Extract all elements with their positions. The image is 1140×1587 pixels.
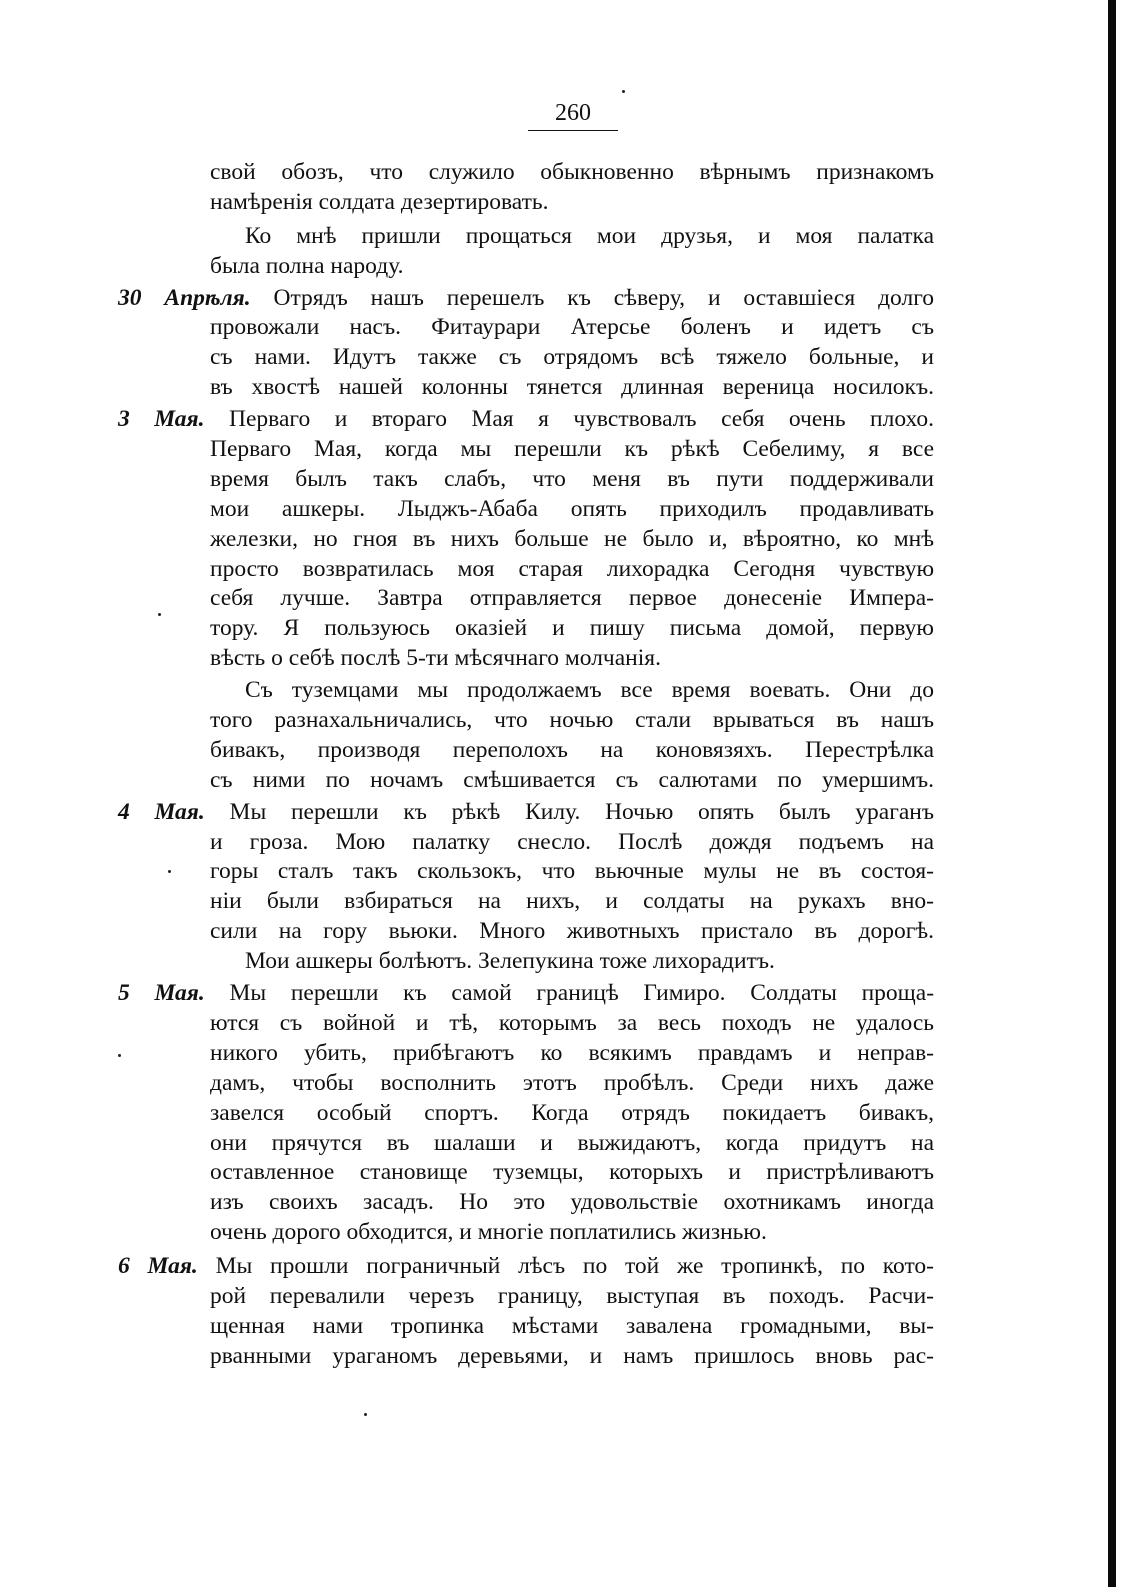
text-line: вѣсть о себѣ послѣ 5-ти мѣсячнаго молчанія. xyxy=(210,645,661,672)
text-line: того разнахальничались, что ночью стали врываться въ нашъ xyxy=(210,707,934,734)
scan-speck xyxy=(622,90,625,93)
text-line: съ ними по ночамъ смѣшивается съ салютами по умершимъ. xyxy=(210,766,934,793)
text-line: никого убить, прибѣгаютъ ко всякимъ правдамъ и неправ- xyxy=(210,1039,934,1066)
text-line: Съ туземцами мы продолжаемъ все время воевать. Они до xyxy=(245,677,934,704)
entry-date: 3 Мая. xyxy=(118,406,205,433)
entry-line: 30 Апрѣля. Отрядъ нашъ перешелъ къ сѣверу, и оставшіеся долго xyxy=(118,284,934,311)
text-line: себя лучше. Завтра отправляется первое донесеніе Импера- xyxy=(210,585,934,612)
text-line: просто возвратилась моя старая лихорадка Сегодня чувствую xyxy=(210,555,934,582)
text-line: изъ своихъ засадъ. Но это удовольствіе охотникамъ иногда xyxy=(210,1189,934,1216)
text-line: Мои ашкеры болѣютъ. Зелепукина тоже лихорадитъ. xyxy=(245,948,775,975)
text-line: железки, но гноя въ нихъ больше не было и, вѣроятно, ко мнѣ xyxy=(210,525,934,552)
text-line: рванными ураганомъ деревьями, и намъ пришлось вновь рас- xyxy=(210,1342,934,1369)
page-number: 260 xyxy=(555,100,591,126)
text-line: намѣренія солдата дезертировать. xyxy=(210,188,549,215)
text-line: въ хвостѣ нашей колонны тянется длинная вереница носилокъ. xyxy=(210,374,934,401)
text-line: Ко мнѣ пришли прощаться мои друзья, и моя палатка xyxy=(245,222,934,249)
text-line: рой перевалили черезъ границу, выступая въ походъ. Расчи- xyxy=(210,1282,934,1309)
entry-line: 5 Мая. Мы перешли къ самой границѣ Гимиро. Солдаты проща- xyxy=(118,980,935,1007)
text-line: они прячутся въ шалаши и выжидаютъ, когда придутъ на xyxy=(210,1129,934,1156)
text-line: завелся особый спортъ. Когда отрядъ покидаетъ бивакъ, xyxy=(210,1099,934,1126)
text-line: горы сталъ такъ скользокъ, что вьючные мулы не въ состоя- xyxy=(210,858,934,885)
text-line: очень дорого обходится, и многіе поплатились жизнью. xyxy=(210,1219,767,1246)
text-line: ніи были взбираться на нихъ, и солдаты на рукахъ вно- xyxy=(210,888,934,915)
text-line: ются съ войной и тѣ, которымъ за весь походъ не удалось xyxy=(210,1009,934,1036)
entry-date: 5 Мая. xyxy=(118,980,205,1007)
text-line: съ нами. Идутъ также съ отрядомъ всѣ тяжело больные, и xyxy=(210,344,934,371)
text-line: дамъ, чтобы восполнить этотъ пробѣлъ. Среди нихъ даже xyxy=(210,1069,934,1096)
entry-line: 3 Мая. Перваго и втораго Мая я чувствовалъ себя очень плохо. xyxy=(118,406,935,433)
page-number-underline xyxy=(528,130,618,131)
entry-line: 4 Мая. Мы перешли къ рѣкѣ Килу. Ночью опять былъ ураганъ xyxy=(118,798,934,825)
scan-speck xyxy=(364,1413,367,1416)
entry-line: 6 Мая. Мы прошли пограничный лѣсъ по той же тропинкѣ, по кото- xyxy=(118,1253,935,1280)
text-line: и гроза. Мою палатку снесло. Послѣ дождя подъемъ на xyxy=(210,828,934,855)
body-text xyxy=(0,158,1140,1372)
text-line: Перваго Мая, когда мы перешли къ рѣкѣ Себелиму, я все xyxy=(210,436,934,463)
entry-date: 6 Мая. xyxy=(118,1253,198,1280)
text-line: бивакъ, производя переполохъ на коновязяхъ. Перестрѣлка xyxy=(210,736,934,763)
text-line: время былъ такъ слабъ, что меня въ пути поддерживали xyxy=(210,465,934,492)
text-line: тору. Я пользуюсь оказіей и пишу письма домой, первую xyxy=(210,615,934,642)
text-line: сили на гору вьюки. Много животныхъ пристало въ дорогѣ. xyxy=(210,918,934,945)
text-line: оставленное становище туземцы, которыхъ и пристрѣливаютъ xyxy=(210,1159,934,1186)
entry-date: 4 Мая. xyxy=(118,798,205,825)
text-line: была полна народу. xyxy=(210,252,404,279)
text-line: провожали насъ. Фитаурари Атерсье боленъ и идетъ съ xyxy=(210,314,934,341)
text-line: мои ашкеры. Лыджъ-Абаба опять приходилъ продавливать xyxy=(210,495,934,522)
entry-date: 30 Апрѣля. xyxy=(118,284,251,311)
text-line: свой обозъ, что служило обыкновенно вѣрнымъ признакомъ xyxy=(210,159,934,185)
text-line: щенная нами тропинка мѣстами завалена громадными, вы- xyxy=(210,1312,934,1339)
